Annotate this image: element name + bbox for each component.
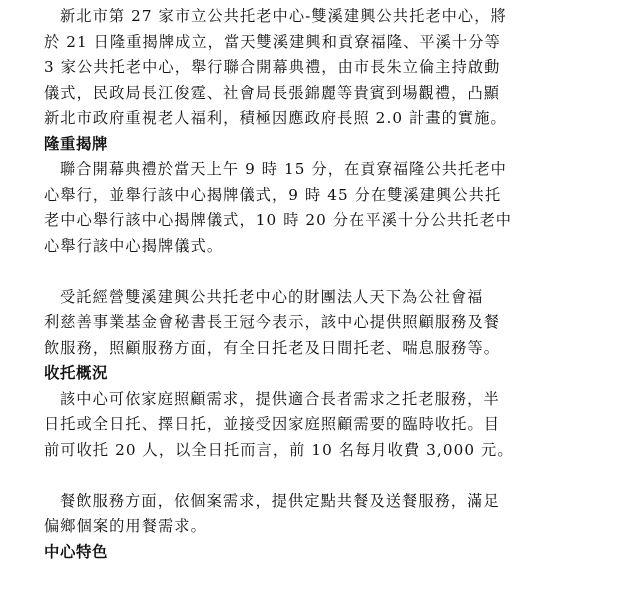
text-line: 新北市政府重視老人福利，積極因應政府長照 2.0 計畫的實施。 <box>44 109 507 127</box>
text-line: 儀式，民政局長江俊霆、社會局長張錦麗等貴賓到場觀禮，凸顯 <box>44 83 501 102</box>
section-heading-features: 中心特色 <box>44 542 108 561</box>
text-line: 聯合開幕典禮於當天上午 9 時 15 分，在貢寮福隆公共托老中 <box>60 160 507 178</box>
text-line: 新北市第 27 家市立公共托老中心-雙溪建興公共托老中心，將 <box>60 7 507 25</box>
text-line: 前可收托 20 人，以全日托而言，前 10 名每月收費 3,000 元。 <box>44 440 514 459</box>
text-line: 老中心舉行該中心揭牌儀式，10 時 20 分在平溪十分公共托老中 <box>44 211 513 229</box>
text-line: 心舉行，並舉行該中心揭牌儀式，9 時 45 分在雙溪建興公共托 <box>44 185 502 204</box>
text-line: 飲服務，照顧服務方面，有全日托老及日間托老、喘息服務等。 <box>44 338 501 357</box>
paragraph-spacer <box>44 259 604 285</box>
section-heading-admission: 收托概況 <box>44 364 108 382</box>
text-line: 該中心可依家庭照顧需求，提供適合長者需求之托老服務，半 <box>60 389 500 408</box>
text-line: 受託經營雙溪建興公共托老中心的財團法人天下為公社會福 <box>60 287 484 306</box>
paragraph-meals <box>44 489 604 540</box>
paragraph-spacer <box>44 463 604 489</box>
text-line: 餐飲服務方面，依個案需求，提供定點共餐及送餐服務，滿足 <box>60 491 500 510</box>
text-line: 心舉行該中心揭牌儀式。 <box>44 236 224 255</box>
section-heading-ceremony: 隆重揭牌 <box>44 134 108 153</box>
text-line: 日托或全日托、擇日托，並接受因家庭照顧需要的臨時收托。目 <box>44 415 501 433</box>
paragraph-intro <box>44 4 604 132</box>
text-line: 利慈善事業基金會秘書長王冠今表示，該中心提供照顧服務及餐 <box>44 313 501 331</box>
text-line: 3 家公共托老中心，舉行聯合開幕典禮，由市長朱立倫主持啟動 <box>44 58 501 76</box>
text-line: 於 21 日隆重揭牌成立，當天雙溪建興和貢寮福隆、平溪十分等 <box>44 32 501 51</box>
paragraph-ceremony <box>44 157 604 259</box>
text-line: 偏鄉個案的用餐需求。 <box>44 517 207 535</box>
paragraph-admission <box>44 387 604 464</box>
paragraph-services <box>44 285 604 362</box>
article-body <box>44 4 604 565</box>
